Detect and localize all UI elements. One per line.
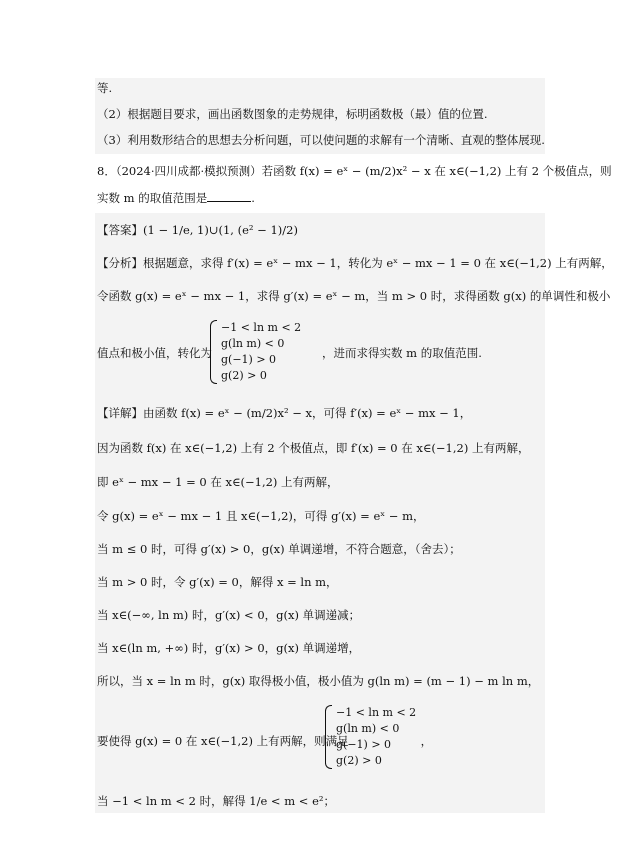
analysis-line-3: [97, 345, 545, 361]
analysis-condition-1: −1 < ln m < 2: [221, 321, 302, 334]
detail-line-10-prefix: 要使得 g(x) = 0 在 x∈(−1,2) 上有两解，则满足: [97, 734, 349, 748]
detail-condition-3: g(−1) > 0: [336, 738, 392, 751]
answer-label: 【答案】: [97, 223, 143, 237]
answer-line: [97, 222, 545, 238]
summary-line-2: （2）根据题目要求，画出函数图象的走势规律，标明函数极（最）值的位置.: [97, 107, 488, 121]
analysis-line-2: 令函数 g(x) = eˣ − mx − 1，求得 g′(x) = eˣ − m，当 m > 0 时，求得函数 g(x) 的单调性和极小: [97, 289, 611, 303]
detail-line-6: 当 m > 0 时，令 g′(x) = 0，解得 x = ln m，: [97, 575, 338, 589]
analysis-condition-3: g(−1) > 0: [221, 353, 277, 366]
analysis-line-1: 【分析】根据题意，求得 f′(x) = eˣ − mx − 1，转化为 eˣ − mx − 1 = 0 在 x∈(−1,2) 上有两解，: [97, 256, 613, 270]
analysis-line-3-prefix: 值点和极小值，转化为: [97, 346, 212, 360]
question-suffix: .: [251, 191, 255, 205]
analysis-condition-2: g(ln m) < 0: [221, 337, 285, 350]
detail-line-3: 即 eˣ − mx − 1 = 0 在 x∈(−1,2) 上有两解，: [97, 475, 339, 489]
analysis-conditions-system: [210, 320, 301, 384]
detail-line-9: 所以，当 x = ln m 时，g(x) 取得极小值，极小值为 g(ln m) = (m − 1) − m ln m，: [97, 674, 540, 688]
question-prefix: 实数 m 的取值范围是: [97, 191, 208, 205]
detail-condition-4: g(2) > 0: [336, 754, 382, 767]
detail-line-1: 【详解】由函数 f(x) = eˣ − (m/2)x² − x，可得 f′(x) = eˣ − mx − 1，: [97, 406, 472, 420]
detail-line-11: 当 −1 < ln m < 2 时，解得 1/e < m < e²；: [97, 794, 335, 808]
answer-value: (1 − 1/e, 1)∪(1, (e² − 1)/2): [143, 223, 298, 237]
detail-conditions-system: [325, 705, 416, 769]
left-brace: [210, 320, 217, 384]
question-line-1: 8．（2024·四川成都·模拟预测）若函数 f(x) = eˣ − (m/2)x² − x 在 x∈(−1,2) 上有 2 个极值点，则: [97, 164, 612, 178]
detail-condition-1: −1 < ln m < 2: [336, 706, 417, 719]
analysis-condition-4: g(2) > 0: [221, 369, 267, 382]
detail-line-5: 当 m ≤ 0 时，可得 g′(x) > 0，g(x) 单调递增，不符合题意，（舍去）；: [97, 542, 461, 556]
detail-condition-2: g(ln m) < 0: [336, 722, 400, 735]
detail-line-4: 令 g(x) = eˣ − mx − 1 且 x∈(−1,2)，可得 g′(x) = eˣ − m，: [97, 509, 425, 523]
summary-line-3: （3）利用数形结合的思想去分析问题，可以使问题的求解有一个清晰、直观的整体展现.: [97, 133, 545, 147]
summary-line-1: 等.: [97, 81, 113, 95]
answer-blank: [207, 191, 251, 202]
analysis-line-3-suffix: ，进而求得实数 m 的取值范围.: [322, 346, 482, 360]
detail-line-8: 当 x∈(ln m, +∞) 时，g′(x) > 0，g(x) 单调递增，: [97, 641, 361, 655]
detail-line-2: 因为函数 f(x) 在 x∈(−1,2) 上有 2 个极值点，即 f′(x) = 0 在 x∈(−1,2) 上有两解，: [97, 441, 530, 455]
left-brace: [325, 705, 332, 769]
detail-line-10-suffix: ，: [420, 734, 433, 748]
detail-line-10: [97, 733, 545, 749]
detail-line-7: 当 x∈(−∞, ln m) 时，g′(x) < 0，g(x) 单调递减；: [97, 608, 361, 622]
question-line-2: [97, 190, 545, 206]
